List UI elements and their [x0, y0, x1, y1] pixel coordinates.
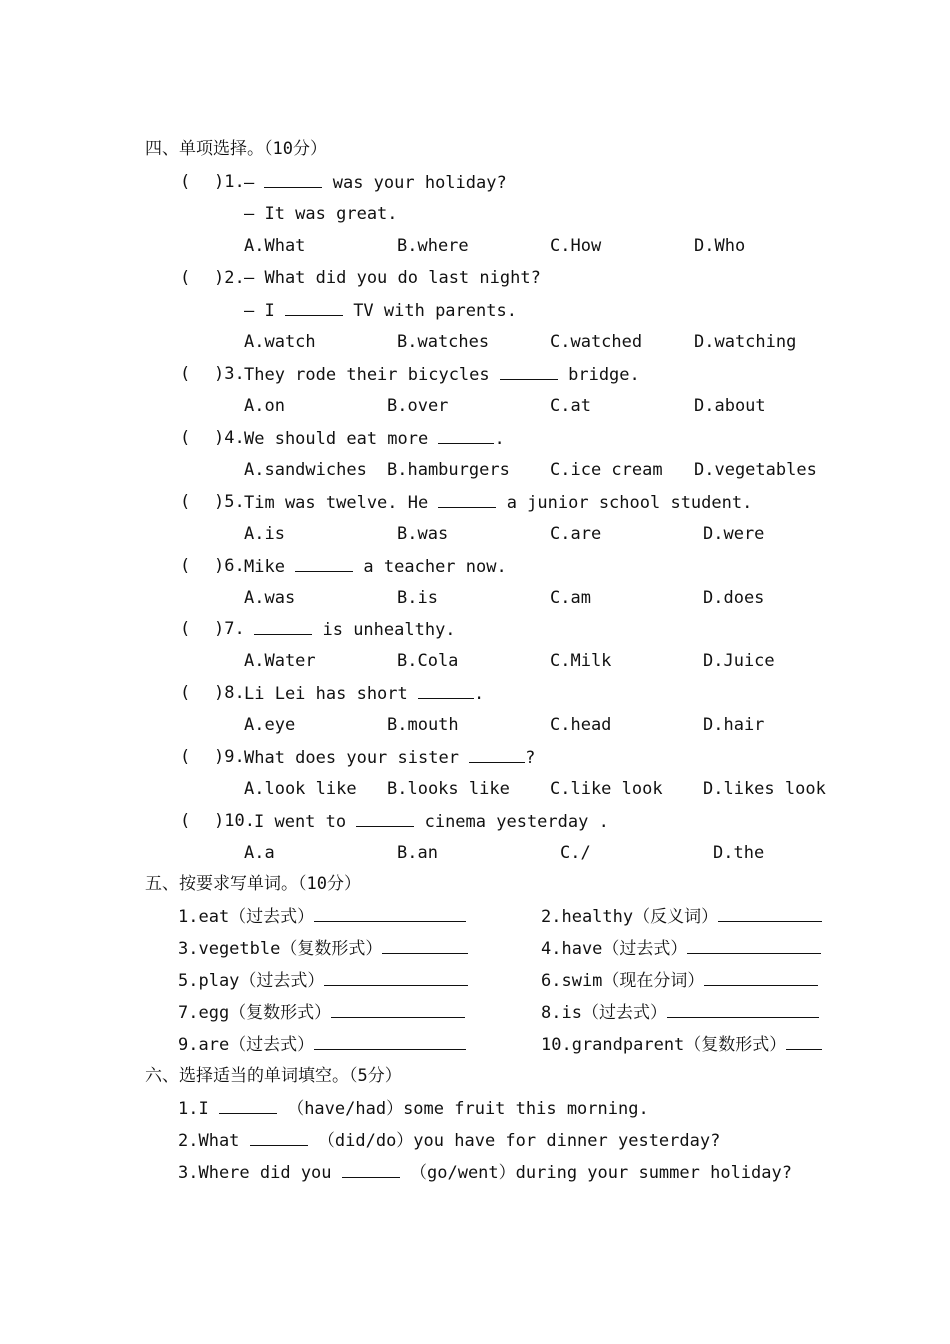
answer-blank[interactable]: [342, 1161, 400, 1178]
option-b: B.mouth: [387, 715, 459, 735]
answer-blank[interactable]: [250, 1129, 308, 1146]
answer-blank[interactable]: [314, 1033, 466, 1050]
answer-paren[interactable]: (: [180, 556, 191, 576]
answer-paren[interactable]: (: [180, 364, 191, 384]
option-d: D.watching: [694, 332, 797, 352]
question-text: They rode their bicycles bridge.: [244, 365, 640, 385]
option-c: C.am: [550, 588, 591, 608]
question-text: What does your sister ?: [244, 748, 536, 768]
question-number: )7.: [214, 619, 245, 639]
answer-blank[interactable]: [500, 363, 558, 380]
option-c: C.like look: [550, 779, 663, 799]
answer-blank[interactable]: [285, 299, 343, 316]
answer-blank[interactable]: [687, 937, 821, 954]
option-a: A.is: [244, 524, 285, 544]
question-line2: — I TV with parents.: [244, 301, 517, 321]
question-text: Tim was twelve. He a junior school student.: [244, 493, 753, 513]
answer-blank[interactable]: [356, 810, 414, 827]
option-c: C./: [560, 843, 591, 863]
option-a: A.watch: [244, 332, 316, 352]
option-b: B.hamburgers: [387, 460, 510, 480]
word-item: 5.play（过去式）: [178, 969, 468, 992]
option-b: B.is: [397, 588, 438, 608]
answer-blank[interactable]: [667, 1001, 819, 1018]
option-b: B.where: [397, 236, 469, 256]
word-item: 8.is（过去式）: [541, 1001, 819, 1024]
option-b: B.over: [387, 396, 449, 416]
answer-blank[interactable]: [438, 491, 496, 508]
answer-paren[interactable]: (: [180, 172, 191, 192]
option-d: D.vegetables: [694, 460, 817, 480]
option-d: D.likes look: [703, 779, 826, 799]
question-text: We should eat more .: [244, 429, 505, 449]
answer-blank[interactable]: [219, 1097, 277, 1114]
answer-blank[interactable]: [786, 1033, 822, 1050]
option-b: B.was: [397, 524, 449, 544]
option-c: C.How: [550, 236, 602, 256]
answer-blank[interactable]: [314, 905, 466, 922]
option-d: D.Juice: [703, 651, 775, 671]
question-number: )8.: [214, 683, 245, 703]
answer-paren[interactable]: (: [180, 619, 191, 639]
question-text: I went to cinema yesterday .: [254, 812, 609, 832]
option-c: C.watched: [550, 332, 643, 352]
option-c: C.Milk: [550, 651, 612, 671]
fill-item: 1.I （have/had）some fruit this morning.: [178, 1099, 649, 1119]
word-item: 9.are（过去式）: [178, 1033, 466, 1056]
answer-paren[interactable]: (: [180, 268, 191, 288]
option-c: C.are: [550, 524, 602, 544]
option-a: A.sandwiches: [244, 460, 367, 480]
option-b: B.an: [397, 843, 438, 863]
question-text: Li Lei has short .: [244, 684, 485, 704]
answer-paren[interactable]: (: [180, 683, 191, 703]
word-item: 3.vegetble（复数形式）: [178, 937, 468, 960]
question-number: )9.: [214, 747, 245, 767]
option-b: B.looks like: [387, 779, 510, 799]
option-a: A.was: [244, 588, 296, 608]
word-item: 1.eat（过去式）: [178, 905, 466, 928]
question-number: )4.: [214, 428, 245, 448]
fill-item: 3.Where did you （go/went）during your summer holiday?: [178, 1163, 792, 1183]
answer-paren[interactable]: (: [180, 747, 191, 767]
word-item: 6.swim（现在分词）: [541, 969, 818, 992]
option-a: A.Water: [244, 651, 316, 671]
section4-title: 四、单项选择。（10分）: [145, 139, 327, 159]
option-a: A.a: [244, 843, 275, 863]
option-c: C.at: [550, 396, 591, 416]
question-number: )5.: [214, 492, 245, 512]
answer-blank[interactable]: [704, 969, 818, 986]
option-a: A.eye: [244, 715, 296, 735]
answer-blank[interactable]: [382, 937, 468, 954]
fill-item: 2.What （did/do）you have for dinner yesterday?: [178, 1131, 721, 1151]
answer-blank[interactable]: [438, 427, 494, 444]
option-a: A.look like: [244, 779, 357, 799]
option-a: A.What: [244, 236, 306, 256]
answer-blank[interactable]: [324, 969, 468, 986]
answer-blank[interactable]: [254, 618, 312, 635]
question-text: — What did you do last night?: [244, 268, 541, 288]
answer-paren[interactable]: (: [180, 811, 191, 831]
word-item: 10.grandparent（复数形式）: [541, 1033, 822, 1056]
question-number: )1.: [214, 172, 245, 192]
question-line2: — It was great.: [244, 204, 398, 224]
option-d: D.were: [703, 524, 765, 544]
option-a: A.on: [244, 396, 285, 416]
answer-blank[interactable]: [418, 682, 474, 699]
answer-blank[interactable]: [469, 746, 525, 763]
answer-blank[interactable]: [718, 905, 822, 922]
option-d: D.hair: [703, 715, 765, 735]
option-d: D.the: [713, 843, 765, 863]
question-text: Mike a teacher now.: [244, 557, 507, 577]
option-b: B.watches: [397, 332, 490, 352]
option-d: D.does: [703, 588, 765, 608]
option-d: D.about: [694, 396, 766, 416]
option-b: B.Cola: [397, 651, 459, 671]
word-item: 4.have（过去式）: [541, 937, 821, 960]
question-number: )6.: [214, 556, 245, 576]
word-item: 7.egg（复数形式）: [178, 1001, 465, 1024]
answer-paren[interactable]: (: [180, 492, 191, 512]
question-text: — was your holiday?: [244, 173, 507, 193]
section6-title: 六、选择适当的单词填空。（5分）: [145, 1066, 402, 1086]
answer-paren[interactable]: (: [180, 428, 191, 448]
section5-title: 五、按要求写单词。（10分）: [145, 874, 361, 894]
question-number: )10.: [214, 811, 255, 831]
option-c: C.head: [550, 715, 612, 735]
question-text: is unhealthy.: [244, 618, 456, 641]
question-number: )3.: [214, 364, 245, 384]
option-d: D.Who: [694, 236, 746, 256]
word-item: 2.healthy（反义词）: [541, 905, 822, 928]
option-c: C.ice cream: [550, 460, 663, 480]
answer-blank[interactable]: [331, 1001, 465, 1018]
answer-blank[interactable]: [295, 555, 353, 572]
answer-blank[interactable]: [264, 171, 322, 188]
question-number: )2.: [214, 268, 245, 288]
